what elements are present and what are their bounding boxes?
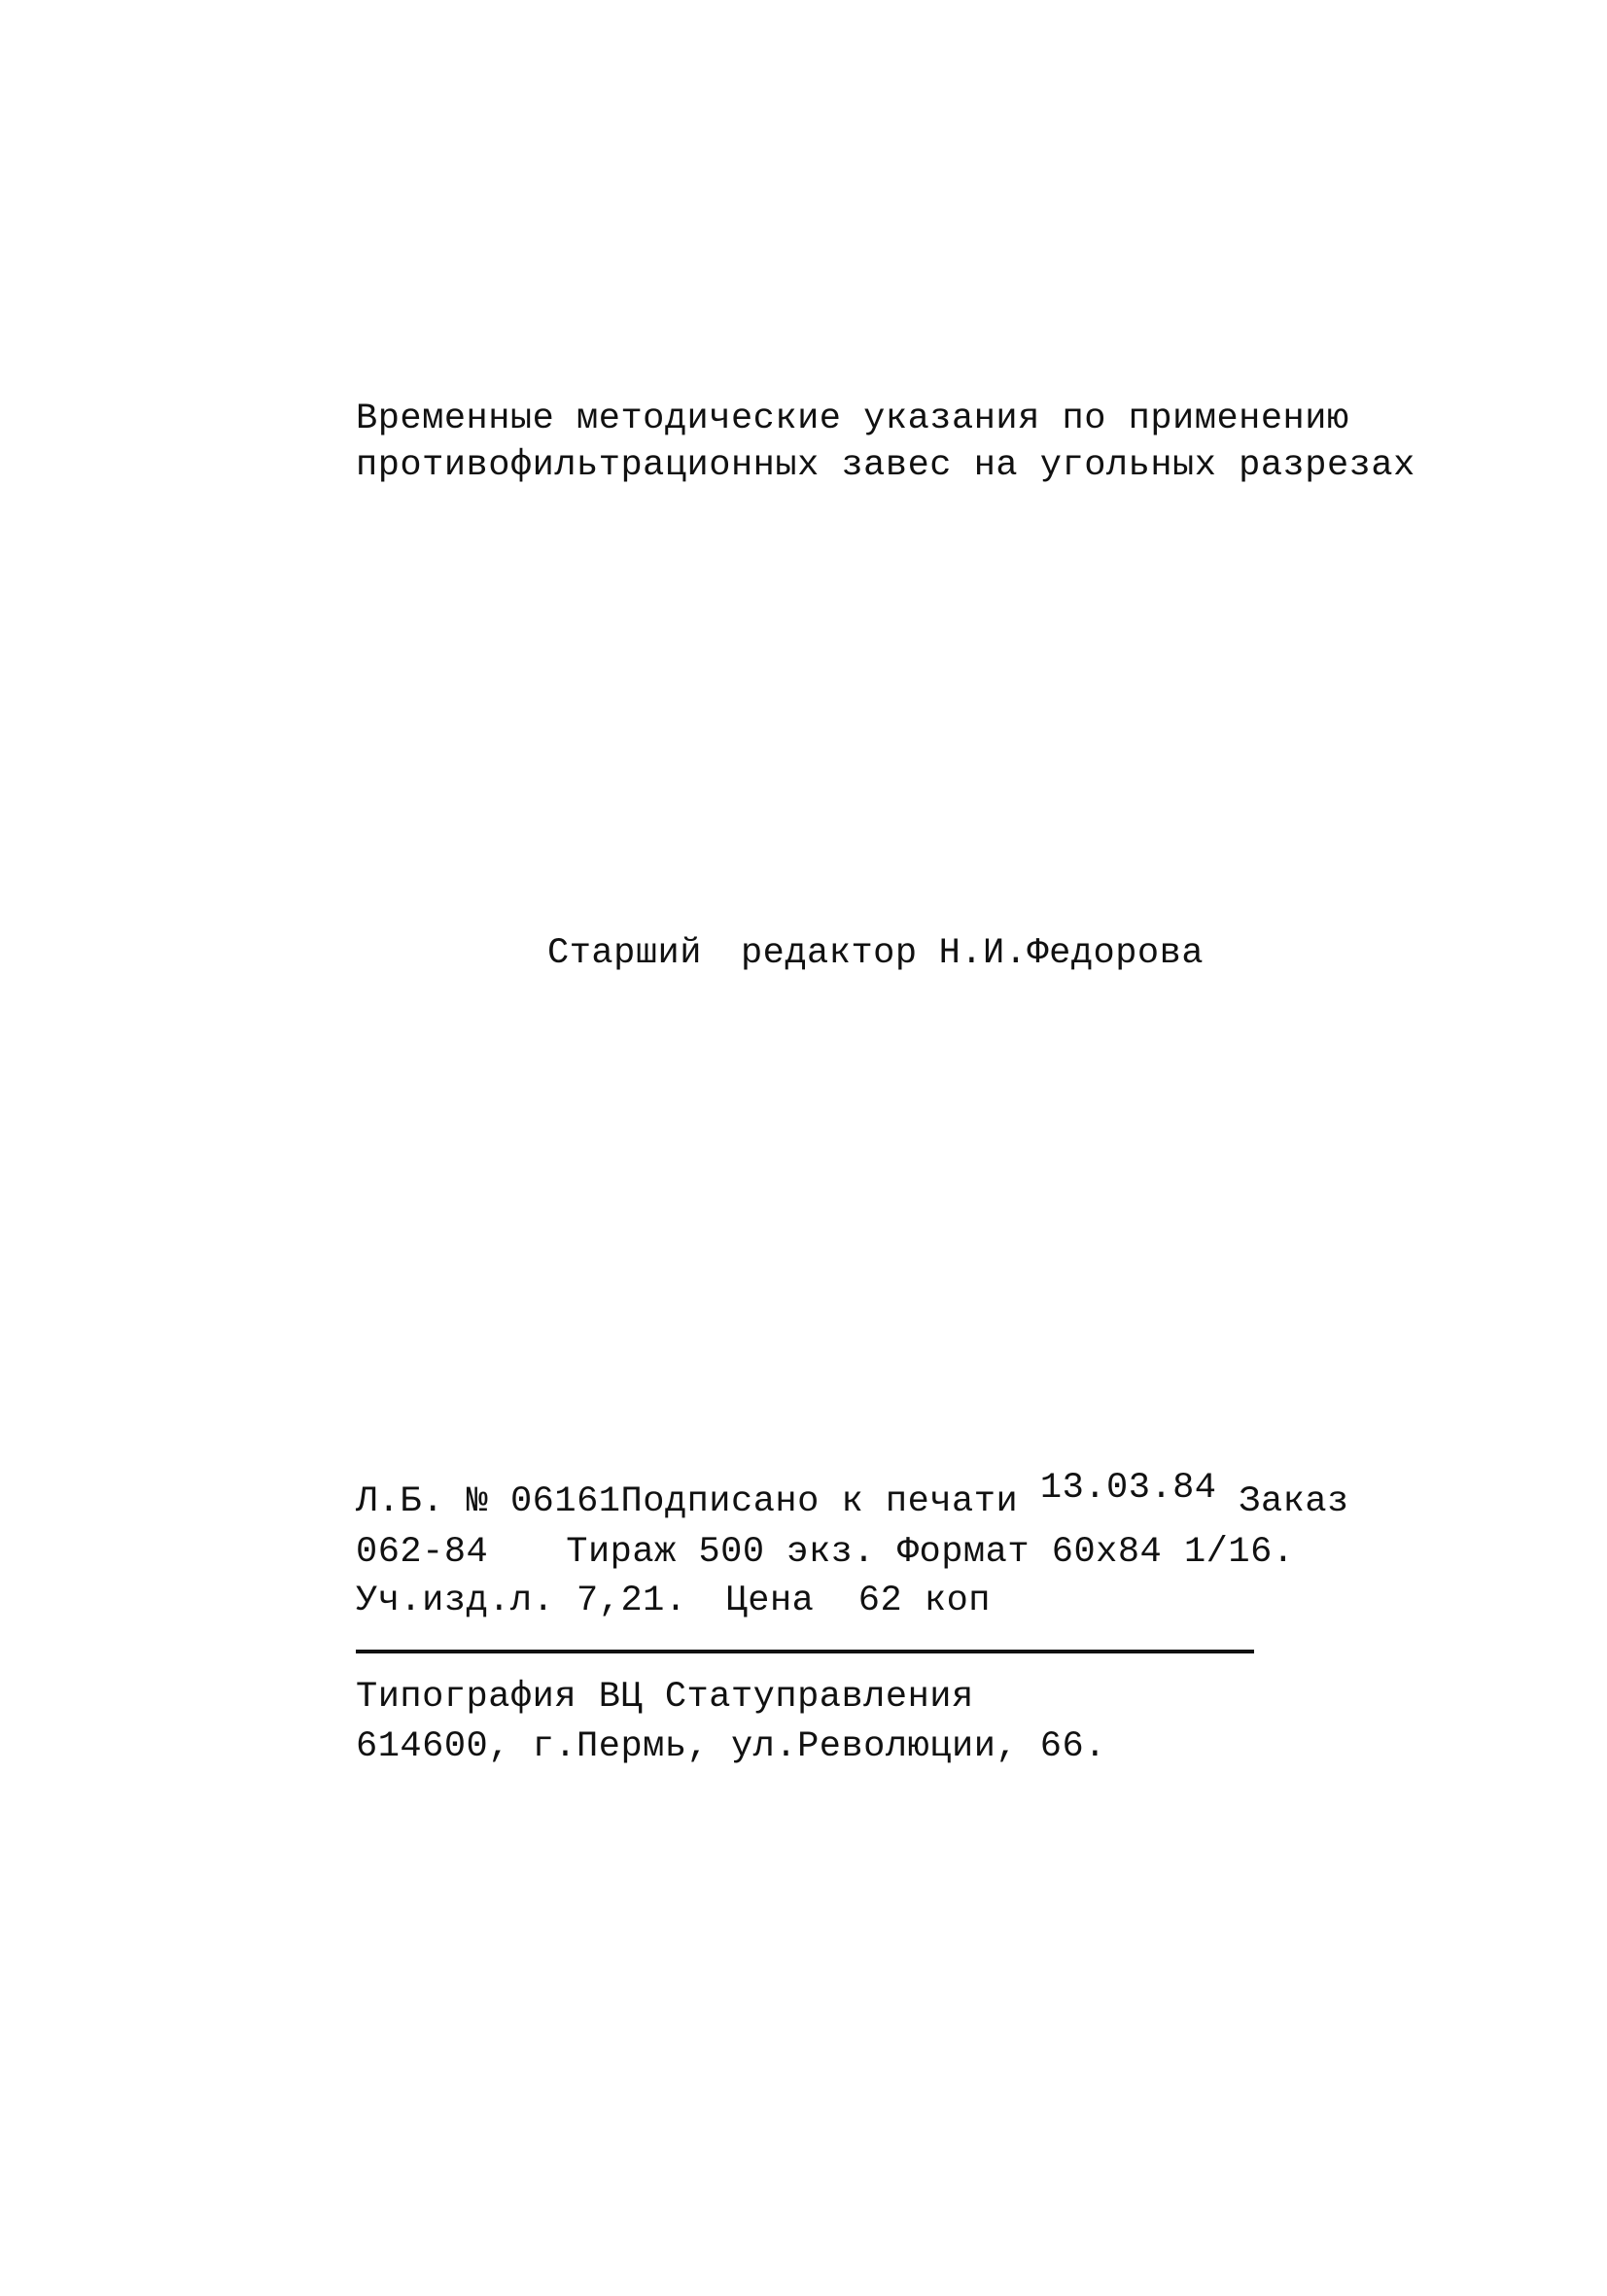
signed-date: 13.03.84 [1039,1468,1217,1509]
document-title-line-2: противофильтрационных завес на угольных разрезах [356,445,1415,486]
imprint-line-3 [356,1579,991,1623]
order-label: Заказ [1239,1481,1349,1522]
signed-label: Подписано к печати [620,1481,1019,1522]
editor-name: Н.И.Федорова [938,933,1205,974]
lb-label: Л.Б. № [356,1481,489,1522]
horizontal-rule [356,1650,1254,1653]
print-run: Тираж 500 экз. [566,1532,876,1573]
editor-role: Старший [547,933,702,974]
publishing-sheets: Уч.изд.л. 7,21. [356,1581,687,1621]
printer-address: 614600, г.Пермь, ул.Революции, 66. [356,1726,1106,1767]
paper-format: Формат 60x84 1/16. [896,1532,1295,1573]
editor-role-word: редактор [740,933,918,974]
imprint-line-2 [356,1530,1294,1575]
lb-number: 06161 [509,1481,621,1522]
price: Цена 62 коп [725,1581,992,1621]
printer-name: Типография ВЦ Статуправления [356,1677,974,1718]
order-number: 062-84 [356,1532,489,1573]
document-title-line-1: Временные методические указания по применению [356,399,1349,439]
imprint-line-1 [356,1468,1349,1524]
editor-credit [547,931,1204,976]
